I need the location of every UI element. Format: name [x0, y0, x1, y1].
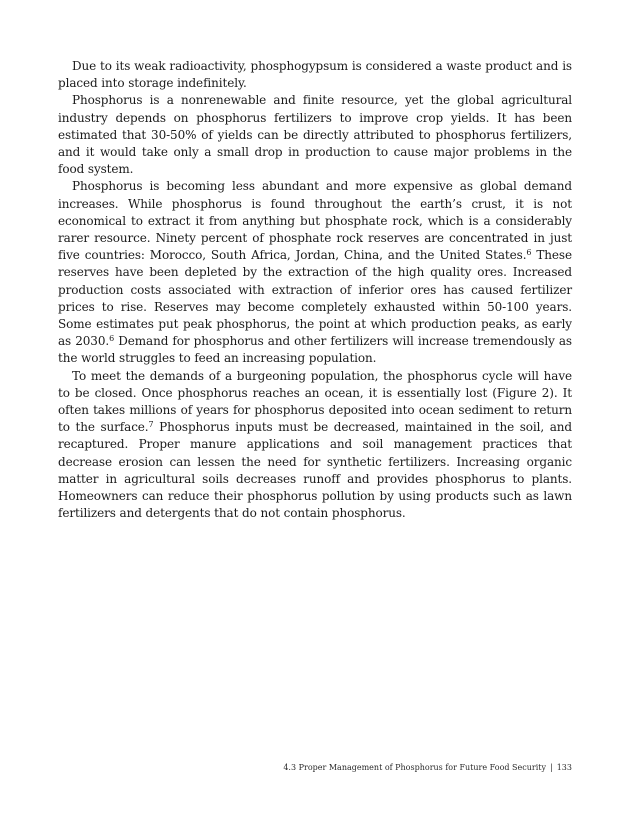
page-footer [283, 763, 572, 772]
body-paragraph [58, 368, 572, 523]
footnote-reference[interactable]: 7 [148, 420, 154, 430]
paragraph-text: Phosphorus inputs must be decreased, maintained in the soil, and recaptured. Proper manure applications and soil management practices that decrease erosion can lessen the need for synthetic fertilizers. Increasing organic matter in agricultural soils decreases runoff and provides phosphorus to plants. Homeowners can reduce their phosphorus pollution by using products such as lawn fertilizers and detergents that do not contain phosphorus. [58, 420, 572, 521]
footer-separator: | [550, 763, 553, 772]
footnote-reference[interactable]: 6 [526, 248, 532, 258]
body-paragraph [58, 178, 572, 367]
page-number: 133 [556, 763, 572, 772]
footer-section-title: 4.3 Proper Management of Phosphorus for Future Food Security [283, 763, 547, 772]
page-body [58, 58, 572, 522]
body-paragraph [58, 58, 572, 92]
paragraph-text: Demand for phosphorus and other fertilizers will increase tremendously as the world struggles to feed an increasing population. [58, 334, 572, 366]
body-paragraph [58, 92, 572, 178]
paragraph-text: Phosphorus is a nonrenewable and finite resource, yet the global agricultural industry depends on phosphorus fertilizers to improve crop yields. It has been estimated that 30-50% of yields can be directly attributed to phosphorus fertilizers, and it would take only a small drop in production to cause major problems in the food system. [58, 93, 572, 177]
paragraph-text: Due to its weak radioactivity, phosphogypsum is considered a waste product and is placed into storage indefinitely. [58, 59, 572, 91]
paragraph-text: To meet the demands of a burgeoning population, the phosphorus cycle will have to be closed. Once phosphorus reaches an ocean, it is essentially lost (Figure 2). It often takes millions of years for phosphorus deposited into ocean sediment to return to the surface. [58, 368, 572, 435]
footnote-reference[interactable]: 6 [109, 334, 115, 344]
paragraph-text: Phosphorus is becoming less abundant and more expensive as global demand increases. While phosphorus is found throughout the earth’s crust, it is not economical to extract it from anything but phosphate rock, which is a considerably rarer resource. Ninety percent of phosphate rock reserves are concentrated in just five countries: Morocco, South Africa, Jordan, China, and the United States. [58, 179, 572, 263]
paragraph-text: These reserves have been depleted by the extraction of the high quality ores. Increased production costs associated with extraction of inferior ores has caused fertilizer prices to rise. Reserves may become completely exhausted within 50-100 years. Some estimates put peak phosphorus, the point at which production peaks, as early as 2030. [58, 248, 572, 349]
